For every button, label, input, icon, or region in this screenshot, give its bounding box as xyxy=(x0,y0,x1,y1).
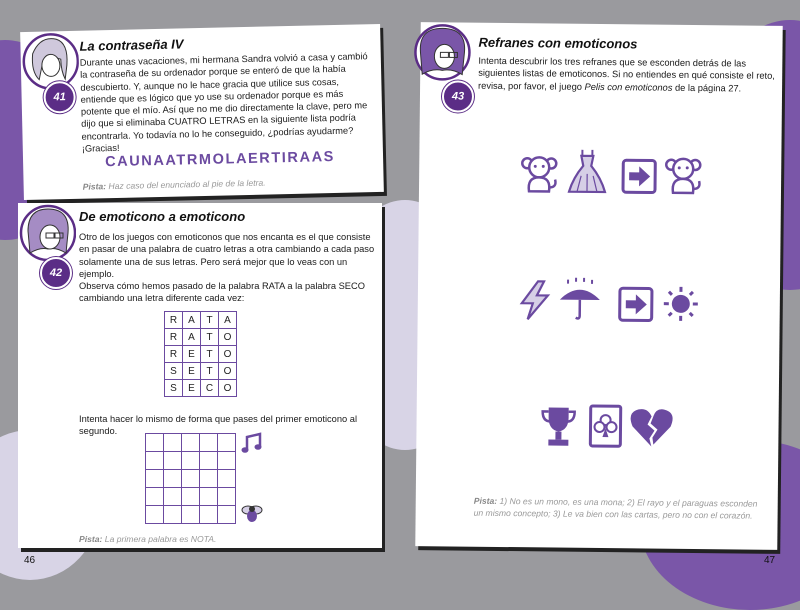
grid-cell: E xyxy=(183,363,201,380)
page-number-right: 47 xyxy=(764,555,776,566)
grid-cell: E xyxy=(183,346,201,363)
puzzle-title: De emoticono a emoticono xyxy=(79,209,246,224)
answer-cell[interactable] xyxy=(182,470,200,488)
answer-cell[interactable] xyxy=(182,506,200,524)
answer-cell[interactable] xyxy=(146,488,164,506)
music-note-icon xyxy=(240,431,264,455)
grid-row xyxy=(165,380,237,397)
hint-text xyxy=(79,533,216,545)
grid-cell: A xyxy=(183,329,201,346)
page-number-left: 46 xyxy=(24,555,36,566)
grid-cell: R xyxy=(165,346,183,363)
hint-text xyxy=(474,495,764,522)
grid-cell: A xyxy=(183,312,201,329)
puzzle-body-example: Observa cómo hemos pasado de la palabra RATA a la palabra SECO cambiando una letra diferente cada vez: xyxy=(79,281,365,304)
answer-cell[interactable] xyxy=(182,488,200,506)
grid-cell: T xyxy=(201,363,219,380)
answer-cell[interactable] xyxy=(200,488,218,506)
puzzle-card-42 xyxy=(18,203,382,548)
game-reference: Pelis con emoticonos xyxy=(584,81,673,93)
body-text: Intenta descubrir los tres refranes que se esconden detrás de las siguientes listas de emoticonos. Si no entiendes en qué consiste el reto, revisa, por favor, el juego xyxy=(478,55,775,92)
answer-row xyxy=(146,434,236,452)
grid-cell: C xyxy=(201,380,219,397)
answer-row xyxy=(146,488,236,506)
answer-cell[interactable] xyxy=(182,452,200,470)
arrow-right-icon xyxy=(621,158,657,194)
answer-cell[interactable] xyxy=(200,470,218,488)
grid-cell: O xyxy=(219,363,237,380)
grid-row xyxy=(165,312,237,329)
dress-icon xyxy=(567,148,607,194)
answer-grid[interactable] xyxy=(145,433,236,524)
answer-cell[interactable] xyxy=(200,434,218,452)
body-text-end: de la página 27. xyxy=(672,82,742,94)
answer-cell[interactable] xyxy=(218,452,236,470)
grid-cell: E xyxy=(183,380,201,397)
answer-cell[interactable] xyxy=(164,434,182,452)
grid-row xyxy=(165,346,237,363)
umbrella-rain-icon xyxy=(558,276,602,322)
answer-row xyxy=(146,470,236,488)
grid-cell: R xyxy=(165,312,183,329)
puzzle-body: Durante unas vacaciones, mi hermana Sandra volvió a casa y cambió la contraseña de su ordenador porque se enteró de que la había descubierto. Y, aunque no le hace gracia que utilice sus cosas, entiende que es lógico que yo use su ordenador porque es más potente que el mío. Así que no me dio directamente la clave, pero me dijo que si eliminaba CUATRO LETRAS en la siguiente lista podría encontrarla. Yo todavía no lo he conseguido, ¿podrías ayudarme? ¡Gracias! xyxy=(79,51,368,154)
puzzle-card-43 xyxy=(415,22,782,550)
hint-value: La primera palabra es NOTA. xyxy=(104,534,217,544)
lightning-icon xyxy=(518,279,552,321)
answer-cell[interactable] xyxy=(218,506,236,524)
hint-text xyxy=(83,177,266,193)
grid-cell: A xyxy=(219,312,237,329)
grid-cell: T xyxy=(201,346,219,363)
trophy-icon xyxy=(538,403,578,447)
puzzle-title: La contraseña IV xyxy=(79,36,184,54)
avatar-girl-glasses-icon xyxy=(18,203,76,267)
answer-cell[interactable] xyxy=(218,434,236,452)
answer-cell[interactable] xyxy=(218,470,236,488)
answer-row xyxy=(146,452,236,470)
avatar-girl-curly-icon xyxy=(412,22,473,87)
answer-cell[interactable] xyxy=(200,452,218,470)
hint-label: Pista: xyxy=(82,181,107,192)
grid-row xyxy=(165,329,237,346)
example-word-grid xyxy=(164,311,237,397)
grid-cell: T xyxy=(201,329,219,346)
answer-cell[interactable] xyxy=(164,506,182,524)
answer-cell[interactable] xyxy=(146,434,164,452)
grid-cell: S xyxy=(165,380,183,397)
answer-cell[interactable] xyxy=(182,434,200,452)
answer-cell[interactable] xyxy=(146,452,164,470)
puzzle-body-intro: Otro de los juegos con emoticonos que nos encanta es el que consiste en pasar de una palabra de cuatro letras a otra cambiando a cada paso solamente una de sus letras. Pero será mejor que lo veas con un ejemplo. xyxy=(79,232,375,279)
puzzle-card-41 xyxy=(20,24,384,200)
answer-row xyxy=(146,506,236,524)
hint-value: 1) No es un mono, es una mona; 2) El rayo y el paraguas esconden un mismo concepto; 3) Le va bien con las cartas, pero no con el corazón. xyxy=(473,495,758,521)
puzzle-number-badge: 41 xyxy=(43,81,76,114)
puzzle-title: Refranes con emoticonos xyxy=(478,34,638,52)
broken-heart-icon xyxy=(628,406,674,448)
puzzle-number-badge: 43 xyxy=(442,80,474,112)
answer-cell[interactable] xyxy=(164,470,182,488)
answer-cell[interactable] xyxy=(200,506,218,524)
grid-cell: R xyxy=(165,329,183,346)
answer-cell[interactable] xyxy=(164,452,182,470)
sun-icon xyxy=(662,285,700,323)
grid-cell: O xyxy=(219,380,237,397)
arrow-right-icon-2 xyxy=(618,286,654,322)
fly-icon xyxy=(240,501,264,525)
puzzle-number-badge: 42 xyxy=(40,257,72,289)
answer-cell[interactable] xyxy=(146,470,164,488)
answer-cell[interactable] xyxy=(146,506,164,524)
grid-cell: O xyxy=(219,346,237,363)
hint-value: Haz caso del enunciado al pie de la letra. xyxy=(108,177,266,192)
grid-cell: S xyxy=(165,363,183,380)
monkey-icon xyxy=(519,153,559,193)
hint-label: Pista: xyxy=(473,495,498,506)
grid-cell: T xyxy=(201,312,219,329)
puzzle-body-task: Intenta hacer lo mismo de forma que pases del primer emoticono al segundo. xyxy=(79,414,358,437)
hint-label: Pista: xyxy=(79,534,103,544)
grid-cell: O xyxy=(219,329,237,346)
puzzle-body xyxy=(478,55,776,95)
grid-row xyxy=(165,363,237,380)
answer-cell[interactable] xyxy=(218,488,236,506)
answer-cell[interactable] xyxy=(164,488,182,506)
club-card-icon xyxy=(588,404,622,448)
letters-sequence: CAUNAATRMOLAERTIRAAS xyxy=(104,148,336,171)
monkey-icon-2 xyxy=(663,155,703,195)
